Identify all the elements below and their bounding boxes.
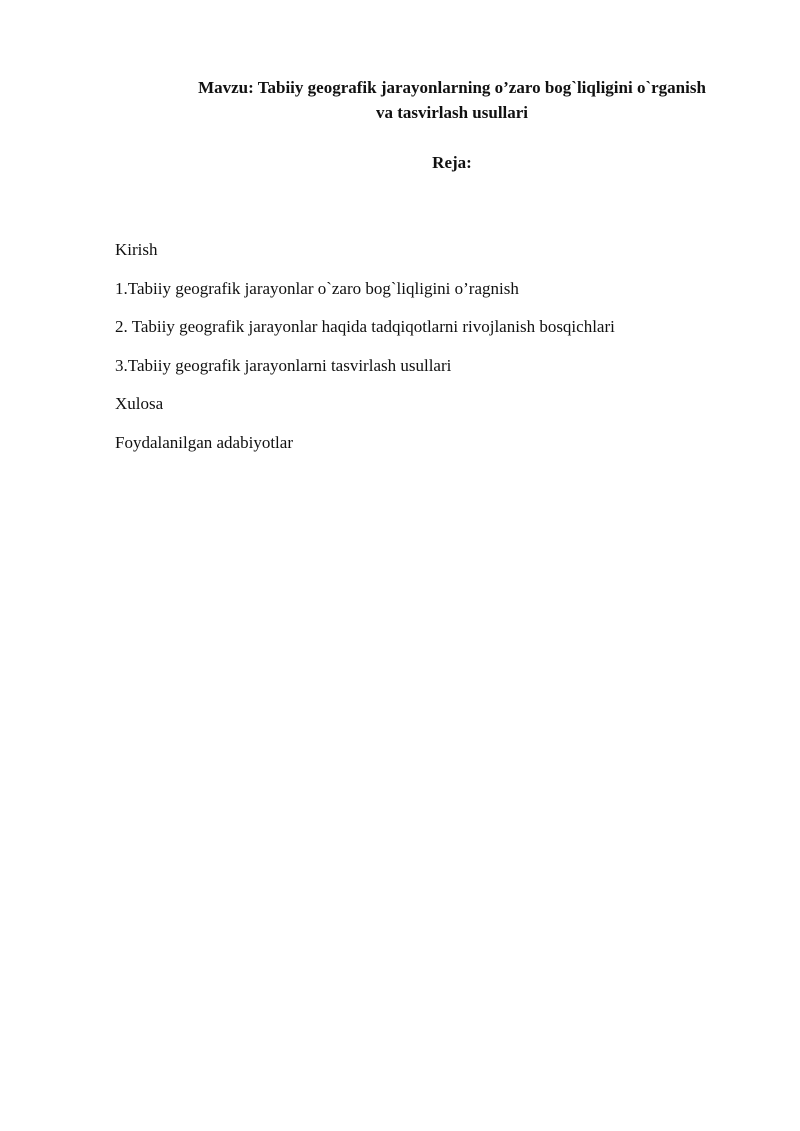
plan-item-3: 3.Tabiiy geografik jarayonlarni tasvirlash usullari <box>115 355 452 375</box>
document-title-line-2: va tasvirlash usullari <box>375 103 529 122</box>
plan-item-introduction: Kirish <box>115 240 158 259</box>
plan-item-1: 1.Tabiiy geografik jarayonlar o`zaro bog`liqligini o’ragnish <box>115 278 519 298</box>
plan-list <box>115 238 755 470</box>
plan-item-2: 2. Tabiiy geografik jarayonlar haqida tadqiqotlarni rivojlanish bosqichlari <box>115 317 615 337</box>
document-title-line-1: Mavzu: Tabiiy geografik jarayonlarning o’zaro bog`liqligini o`rganish <box>198 78 706 97</box>
plan-heading: Reja: <box>432 153 472 172</box>
plan-item-references: Foydalanilgan adabiyotlar <box>115 432 293 452</box>
plan-item-conclusion: Xulosa <box>115 394 164 414</box>
